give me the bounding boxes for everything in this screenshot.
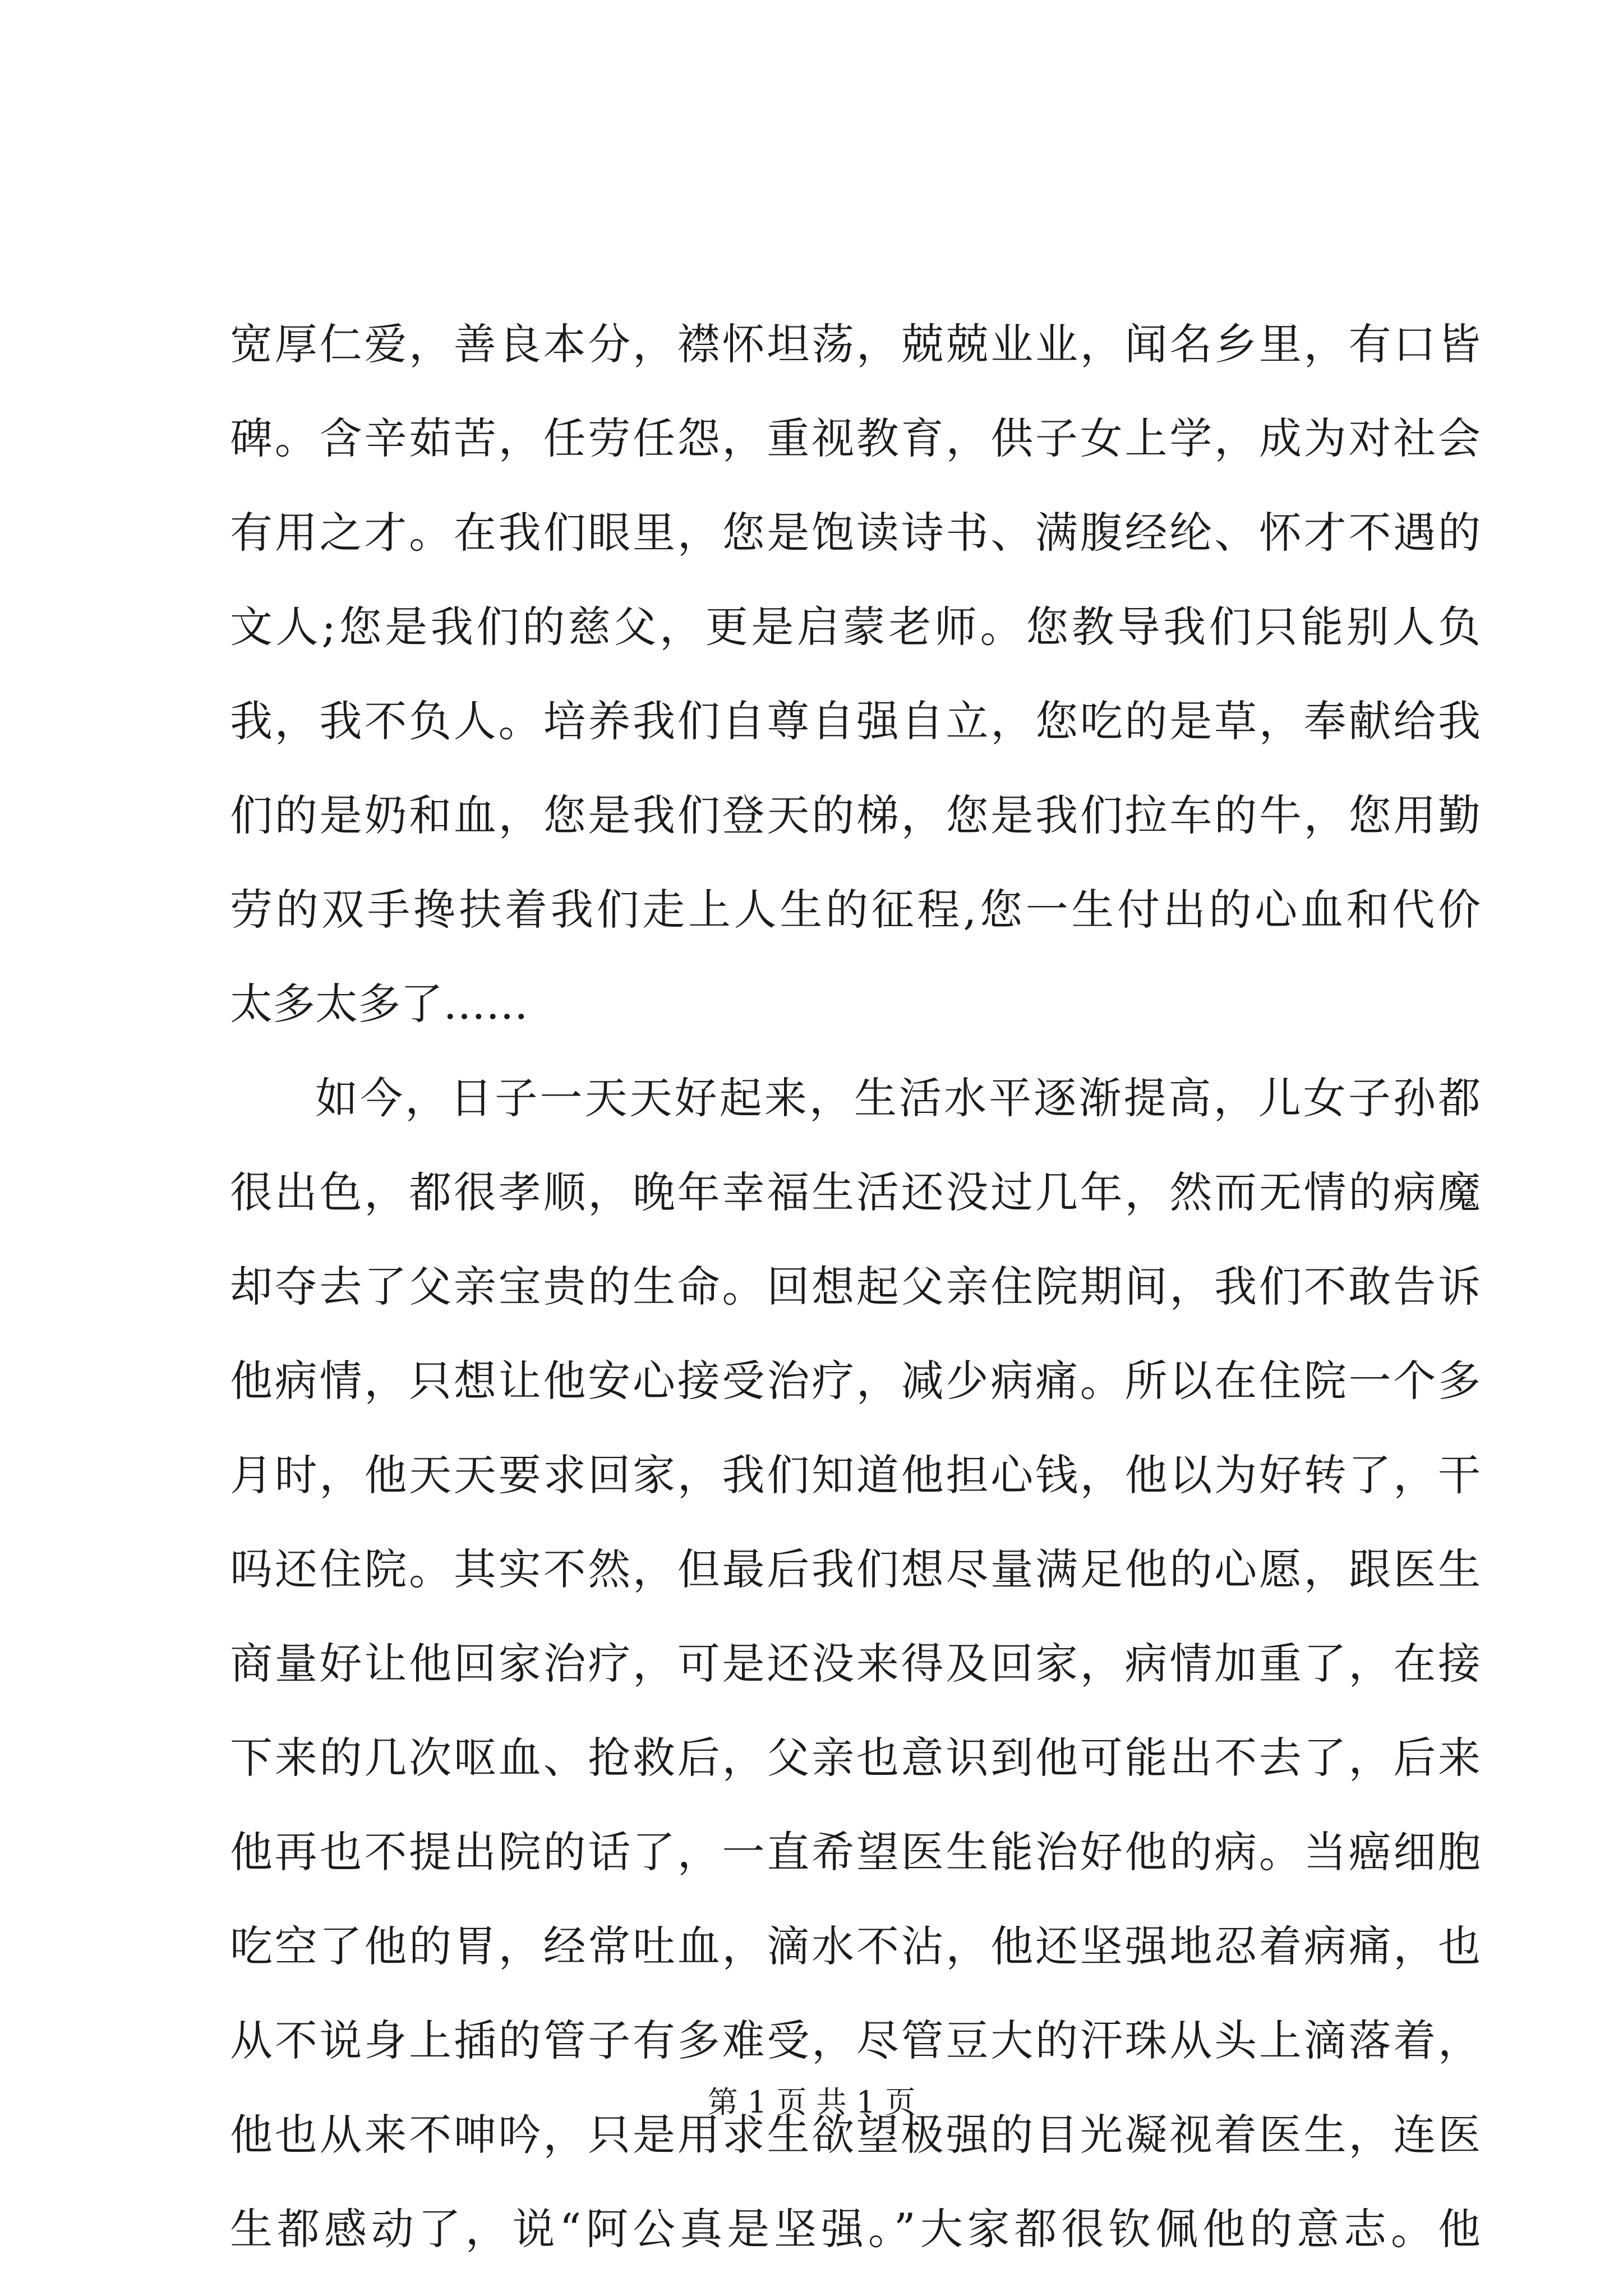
- text-line: 却夺去了父亲宝贵的生命。回想起父亲住院期间，我们不敢告诉: [230, 1262, 1481, 1312]
- text-line: 很出色，都很孝顺，晚年幸福生活还没过几年，然而无情的病魔: [230, 1167, 1481, 1217]
- text-line: 月时，他天天要求回家，我们知道他担心钱，他以为好转了，干: [230, 1450, 1481, 1500]
- text-line: 有用之才。在我们眼里，您是饱读诗书、满腹经纶、怀才不遇的: [230, 508, 1481, 558]
- text-line: 吃空了他的胃，经常吐血，滴水不沾，他还坚强地忍着病痛，也: [230, 1921, 1481, 1971]
- text-line: 劳的双手搀扶着我们走上人生的征程,您一生付出的心血和代价: [230, 885, 1481, 935]
- text-line: 们的是奶和血，您是我们登天的梯，您是我们拉车的牛，您用勤: [230, 790, 1481, 840]
- text-line: 碑。含辛茹苦，任劳任怨，重视教育，供子女上学，成为对社会: [230, 413, 1481, 463]
- text-line: 吗还住院。其实不然，但最后我们想尽量满足他的心愿，跟医生: [230, 1544, 1481, 1594]
- text-line: 下来的几次呕血、抢救后，父亲也意识到他可能出不去了，后来: [230, 1733, 1481, 1783]
- text-line: 他病情，只想让他安心接受治疗，减少病痛。所以在住院一个多: [230, 1356, 1481, 1406]
- text-line: 商量好让他回家治疗，可是还没来得及回家，病情加重了，在接: [230, 1639, 1481, 1688]
- text-line: 他也从来不呻吟，只是用求生欲望极强的目光凝视着医生，连医: [230, 2110, 1481, 2160]
- text-line: 从不说身上插的管子有多难受，尽管豆大的汗珠从头上滴落着，: [230, 2016, 1481, 2065]
- body-text: [230, 297, 1481, 2276]
- page-footer: [0, 2078, 1623, 2122]
- text-line: 他再也不提出院的话了，一直希望医生能治好他的病。当癌细胞: [230, 1827, 1481, 1877]
- text-line: 宽厚仁爱，善良本分，襟怀坦荡，兢兢业业，闻名乡里，有口皆: [230, 319, 1481, 369]
- text-line: 生都感动了，说“阿公真是坚强。”大家都很钦佩他的意志。他: [230, 2204, 1481, 2254]
- text-line: 我，我不负人。培养我们自尊自强自立，您吃的是草，奉献给我: [230, 696, 1481, 746]
- text-line: 太多太多了……: [230, 979, 528, 1029]
- text-line: 文人;您是我们的慈父，更是启蒙老师。您教导我们只能别人负: [230, 602, 1481, 652]
- page-number-label: 第 1 页 共 1 页: [707, 2085, 916, 2120]
- text-line: 如今，日子一天天好起来，生活水平逐渐提高，儿女子孙都: [315, 1073, 1481, 1123]
